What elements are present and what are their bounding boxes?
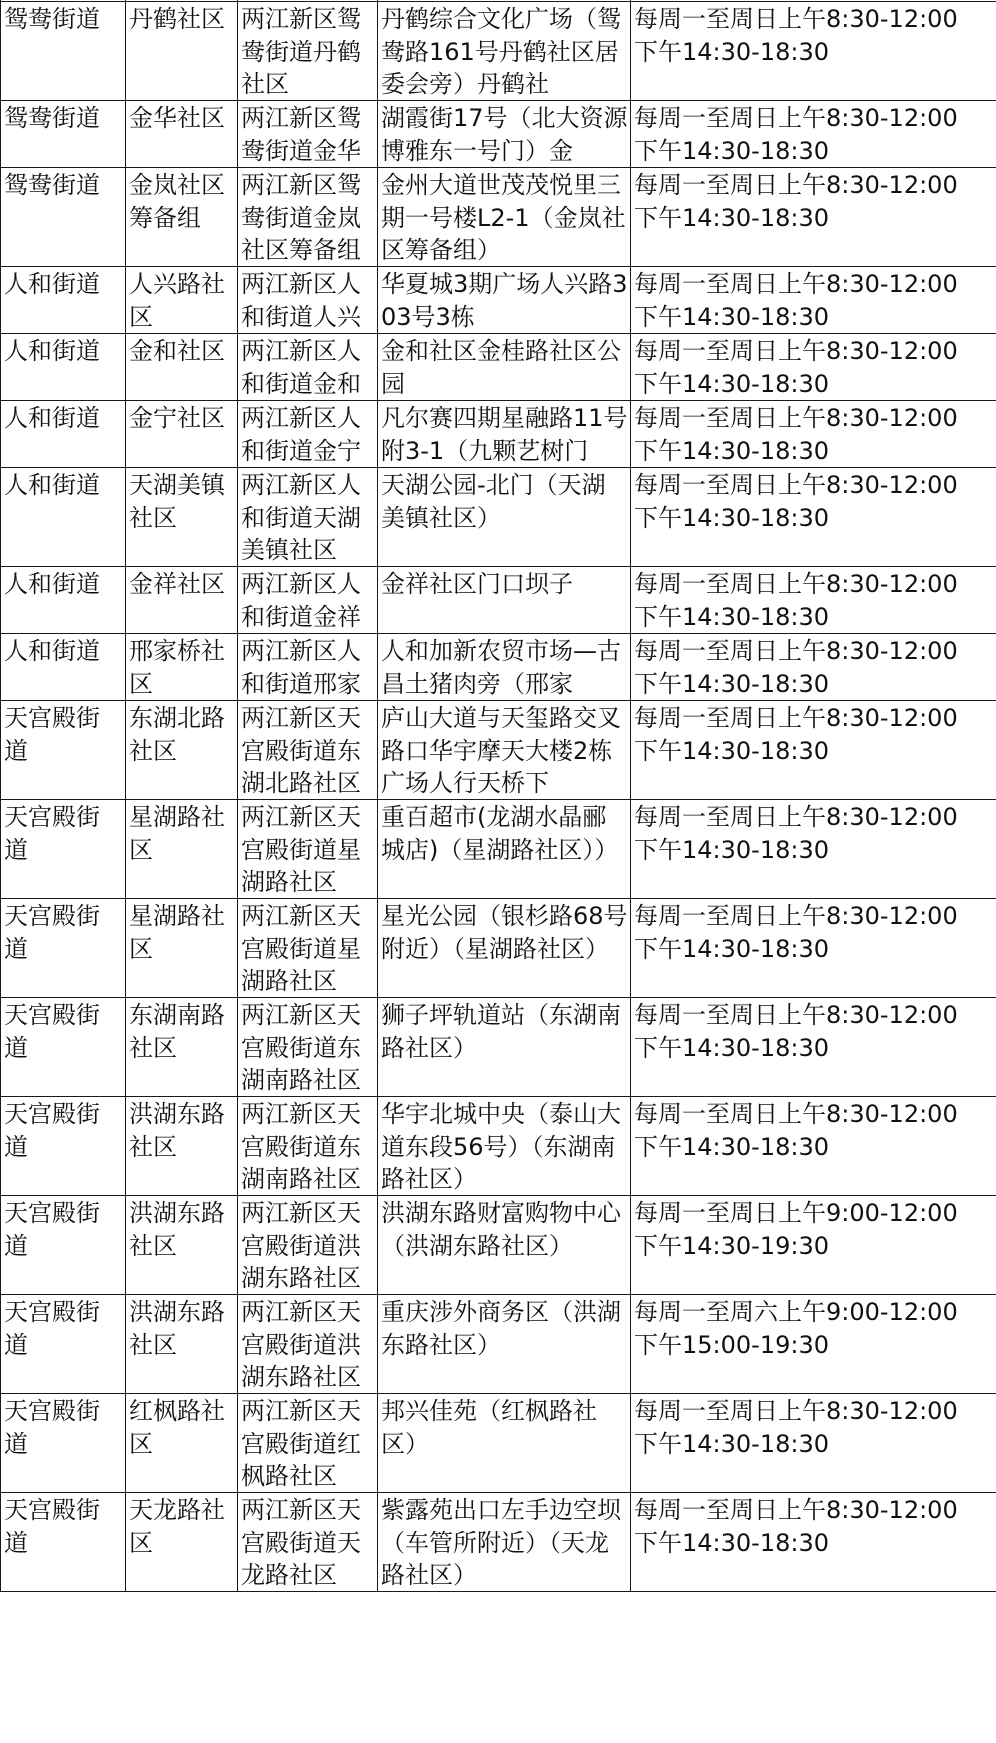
- community-cell-text: 东湖南路社区: [129, 1001, 225, 1062]
- site-cell-text: 紫露苑出口左手边空坝（车管所附近）（天龙路社区）: [381, 1496, 621, 1589]
- hours-cell: [631, 1493, 996, 1592]
- site-cell: [378, 998, 631, 1097]
- community-cell: [126, 468, 238, 567]
- hours-cell: [631, 634, 996, 701]
- street-cell: [1, 800, 126, 899]
- address-cell-text: 两江新区天宫殿街道东湖南路社区: [241, 1100, 361, 1193]
- community-cell: [126, 267, 238, 334]
- street-cell: [1, 2, 126, 101]
- address-cell-text: 两江新区人和街道金祥: [241, 570, 361, 631]
- site-cell-text: 凡尔赛四期星融路11号附3-1（九颗艺树门: [381, 404, 628, 465]
- street-cell-text: 天宫殿街道: [4, 1001, 100, 1062]
- address-cell-text: 两江新区人和街道金和: [241, 337, 361, 398]
- community-cell: [126, 1097, 238, 1196]
- address-cell: [238, 267, 378, 334]
- table-row: [1, 267, 996, 334]
- address-cell: [238, 1196, 378, 1295]
- hours-cell-text: 每周一至周日上午8:30-12:00 下午14:30-18:30: [634, 270, 958, 331]
- street-cell-text: 人和街道: [4, 270, 100, 298]
- hours-cell-text: 每周一至周日上午9:00-12:00 下午14:30-19:30: [634, 1199, 958, 1260]
- site-cell-text: 庐山大道与天玺路交叉路口华宇摩天大楼2栋广场人行天桥下: [381, 704, 621, 797]
- street-cell: [1, 401, 126, 468]
- community-cell: [126, 701, 238, 800]
- street-cell: [1, 468, 126, 567]
- hours-cell: [631, 101, 996, 168]
- street-cell-text: 天宫殿街道: [4, 1397, 100, 1458]
- hours-cell: [631, 1196, 996, 1295]
- community-cell: [126, 998, 238, 1097]
- site-cell-text: 重百超市(龙湖水晶郦城店)（星湖路社区））: [381, 803, 619, 864]
- street-cell-text: 鸳鸯街道: [4, 171, 100, 199]
- hours-cell-text: 每周一至周日上午8:30-12:00 下午14:30-18:30: [634, 171, 958, 232]
- address-cell-text: 两江新区天宫殿街道东湖南路社区: [241, 1001, 361, 1094]
- site-cell-text: 星光公园（银杉路68号附近）（星湖路社区）: [381, 902, 628, 963]
- community-cell-text: 金宁社区: [129, 404, 225, 432]
- site-cell: [378, 800, 631, 899]
- street-cell-text: 天宫殿街道: [4, 1496, 100, 1557]
- address-cell-text: 两江新区人和街道邢家: [241, 637, 361, 698]
- community-cell: [126, 634, 238, 701]
- address-cell: [238, 567, 378, 634]
- address-cell: [238, 998, 378, 1097]
- community-cell-text: 金祥社区: [129, 570, 225, 598]
- street-cell-text: 人和街道: [4, 471, 100, 499]
- community-cell: [126, 101, 238, 168]
- community-cell-text: 人兴路社区: [129, 270, 225, 331]
- street-cell-text: 天宫殿街道: [4, 1100, 100, 1161]
- hours-cell-text: 每周一至周日上午8:30-12:00 下午14:30-18:30: [634, 1100, 958, 1161]
- address-cell: [238, 401, 378, 468]
- hours-cell: [631, 998, 996, 1097]
- site-cell: [378, 468, 631, 567]
- hours-cell: [631, 168, 996, 267]
- hours-cell-text: 每周一至周日上午8:30-12:00 下午14:30-18:30: [634, 570, 958, 631]
- street-cell-text: 天宫殿街道: [4, 803, 100, 864]
- site-cell: [378, 899, 631, 998]
- address-cell: [238, 1097, 378, 1196]
- community-cell: [126, 334, 238, 401]
- hours-cell: [631, 899, 996, 998]
- site-cell: [378, 634, 631, 701]
- street-cell: [1, 1295, 126, 1394]
- table-row: [1, 2, 996, 101]
- site-cell-text: 金和社区金桂路社区公园: [381, 337, 621, 398]
- street-cell: [1, 168, 126, 267]
- table-row: [1, 1295, 996, 1394]
- hours-cell: [631, 334, 996, 401]
- table-row: [1, 567, 996, 634]
- address-cell-text: 两江新区鸳鸯街道金岚社区筹备组: [241, 171, 361, 264]
- table-row: [1, 401, 996, 468]
- community-cell: [126, 401, 238, 468]
- site-cell: [378, 401, 631, 468]
- street-cell: [1, 267, 126, 334]
- hours-cell-text: 每周一至周日上午8:30-12:00 下午14:30-18:30: [634, 471, 958, 532]
- community-cell-text: 天龙路社区: [129, 1496, 225, 1557]
- street-cell: [1, 334, 126, 401]
- community-cell-text: 洪湖东路社区: [129, 1298, 225, 1359]
- community-cell-text: 东湖北路社区: [129, 704, 225, 765]
- hours-cell-text: 每周一至周日上午8:30-12:00 下午14:30-18:30: [634, 1001, 958, 1062]
- table-row: [1, 998, 996, 1097]
- site-cell-text: 华宇北城中央（泰山大道东段56号）（东湖南路社区）: [381, 1100, 621, 1193]
- street-cell: [1, 567, 126, 634]
- address-cell-text: 两江新区人和街道天湖美镇社区: [241, 471, 361, 564]
- street-cell-text: 天宫殿街道: [4, 902, 100, 963]
- address-cell: [238, 634, 378, 701]
- site-cell: [378, 701, 631, 800]
- street-cell-text: 人和街道: [4, 337, 100, 365]
- street-cell: [1, 899, 126, 998]
- hours-cell: [631, 1394, 996, 1493]
- community-cell-text: 金华社区: [129, 104, 225, 132]
- hours-cell-text: 每周一至周日上午8:30-12:00 下午14:30-18:30: [634, 704, 958, 765]
- hours-cell-text: 每周一至周日上午8:30-12:00 下午14:30-18:30: [634, 803, 958, 864]
- address-cell: [238, 701, 378, 800]
- site-cell-text: 华夏城3期广场人兴路303号3栋: [381, 270, 628, 331]
- table-body: [1, 0, 996, 1592]
- hours-cell: [631, 1295, 996, 1394]
- table-row: [1, 1394, 996, 1493]
- site-cell: [378, 168, 631, 267]
- address-cell: [238, 800, 378, 899]
- address-cell-text: 两江新区人和街道人兴: [241, 270, 361, 331]
- address-cell: [238, 899, 378, 998]
- hours-cell: [631, 701, 996, 800]
- hours-cell: [631, 567, 996, 634]
- street-cell: [1, 634, 126, 701]
- address-cell: [238, 334, 378, 401]
- site-cell: [378, 267, 631, 334]
- hours-cell-text: 每周一至周日上午8:30-12:00 下午14:30-18:30: [634, 1397, 958, 1458]
- table-row: [1, 1196, 996, 1295]
- address-cell-text: 两江新区天宫殿街道东湖北路社区: [241, 704, 361, 797]
- site-cell-text: 天湖公园-北门（天湖美镇社区）: [381, 471, 606, 532]
- community-cell: [126, 168, 238, 267]
- street-cell: [1, 1097, 126, 1196]
- hours-cell-text: 每周一至周日上午8:30-12:00 下午14:30-18:30: [634, 637, 958, 698]
- site-cell: [378, 101, 631, 168]
- address-cell-text: 两江新区鸳鸯街道丹鹤社区: [241, 5, 361, 98]
- site-cell-text: 重庆涉外商务区（洪湖东路社区）: [381, 1298, 621, 1359]
- site-cell: [378, 1394, 631, 1493]
- hours-cell-text: 每周一至周六上午9:00-12:00 下午15:00-19:30: [634, 1298, 958, 1359]
- community-cell: [126, 1394, 238, 1493]
- table-row: [1, 800, 996, 899]
- site-cell-text: 湖霞街17号（北大资源博雅东一号门）金: [381, 104, 628, 165]
- table-row: [1, 334, 996, 401]
- hours-cell-text: 每周一至周日上午8:30-12:00 下午14:30-18:30: [634, 404, 958, 465]
- address-cell-text: 两江新区天宫殿街道天龙路社区: [241, 1496, 361, 1589]
- address-cell-text: 两江新区天宫殿街道红枫路社区: [241, 1397, 361, 1490]
- street-cell-text: 天宫殿街道: [4, 704, 100, 765]
- community-cell-text: 星湖路社区: [129, 803, 225, 864]
- address-cell: [238, 468, 378, 567]
- address-cell: [238, 1394, 378, 1493]
- community-cell: [126, 1196, 238, 1295]
- table-row: [1, 1097, 996, 1196]
- community-cell: [126, 1493, 238, 1592]
- site-cell: [378, 334, 631, 401]
- table-row: [1, 168, 996, 267]
- street-cell: [1, 1493, 126, 1592]
- address-cell-text: 两江新区鸳鸯街道金华: [241, 104, 361, 165]
- table-row: [1, 634, 996, 701]
- street-cell-text: 鸳鸯街道: [4, 5, 100, 33]
- community-cell: [126, 2, 238, 101]
- community-cell-text: 丹鹤社区: [129, 5, 225, 33]
- community-cell: [126, 800, 238, 899]
- community-cell-text: 星湖路社区: [129, 902, 225, 963]
- table-row: [1, 1493, 996, 1592]
- site-cell: [378, 1493, 631, 1592]
- street-cell: [1, 1394, 126, 1493]
- site-cell-text: 邦兴佳苑（红枫路社区）: [381, 1397, 597, 1458]
- street-cell: [1, 701, 126, 800]
- table-row: [1, 101, 996, 168]
- address-cell: [238, 101, 378, 168]
- hours-cell: [631, 1097, 996, 1196]
- community-cell: [126, 899, 238, 998]
- site-cell-text: 金祥社区门口坝子: [381, 570, 573, 598]
- street-cell-text: 人和街道: [4, 404, 100, 432]
- hours-cell: [631, 401, 996, 468]
- hours-cell: [631, 468, 996, 567]
- table-row: [1, 468, 996, 567]
- hours-cell-text: 每周一至周日上午8:30-12:00 下午14:30-18:30: [634, 902, 958, 963]
- address-cell: [238, 168, 378, 267]
- hours-cell-text: 每周一至周日上午8:30-12:00 下午14:30-18:30: [634, 5, 958, 66]
- site-cell: [378, 1097, 631, 1196]
- hours-cell-text: 每周一至周日上午8:30-12:00 下午14:30-18:30: [634, 104, 958, 165]
- community-cell-text: 金岚社区筹备组: [129, 171, 225, 232]
- address-cell-text: 两江新区天宫殿街道星湖路社区: [241, 803, 361, 896]
- community-cell-text: 邢家桥社区: [129, 637, 225, 698]
- address-cell-text: 两江新区天宫殿街道洪湖东路社区: [241, 1199, 361, 1292]
- site-cell: [378, 567, 631, 634]
- street-cell-text: 人和街道: [4, 570, 100, 598]
- hours-cell-text: 每周一至周日上午8:30-12:00 下午14:30-18:30: [634, 337, 958, 398]
- address-cell-text: 两江新区天宫殿街道洪湖东路社区: [241, 1298, 361, 1391]
- street-cell-text: 鸳鸯街道: [4, 104, 100, 132]
- site-cell: [378, 1196, 631, 1295]
- street-cell-text: 天宫殿街道: [4, 1298, 100, 1359]
- table-row: [1, 701, 996, 800]
- site-cell-text: 丹鹤综合文化广场（鸳鸯路161号丹鹤社区居委会旁）丹鹤社: [381, 5, 621, 98]
- address-cell: [238, 1493, 378, 1592]
- address-cell-text: 两江新区天宫殿街道星湖路社区: [241, 902, 361, 995]
- hours-cell: [631, 800, 996, 899]
- street-cell: [1, 998, 126, 1097]
- hours-cell: [631, 267, 996, 334]
- street-cell-text: 天宫殿街道: [4, 1199, 100, 1260]
- site-cell-text: 狮子坪轨道站（东湖南路社区）: [381, 1001, 621, 1062]
- community-cell-text: 红枫路社区: [129, 1397, 225, 1458]
- address-cell-text: 两江新区人和街道金宁: [241, 404, 361, 465]
- hours-cell-text: 每周一至周日上午8:30-12:00 下午14:30-18:30: [634, 1496, 958, 1557]
- community-cell-text: 洪湖东路社区: [129, 1100, 225, 1161]
- street-cell-text: 人和街道: [4, 637, 100, 665]
- community-cell-text: 洪湖东路社区: [129, 1199, 225, 1260]
- hours-cell: [631, 2, 996, 101]
- site-cell-text: 人和加新农贸市场—古昌土猪肉旁（邢家: [381, 637, 621, 698]
- table-row: [1, 899, 996, 998]
- site-cell: [378, 1295, 631, 1394]
- street-cell: [1, 1196, 126, 1295]
- community-cell-text: 金和社区: [129, 337, 225, 365]
- community-cell: [126, 567, 238, 634]
- site-cell: [378, 2, 631, 101]
- community-cell-text: 天湖美镇社区: [129, 471, 225, 532]
- address-cell: [238, 2, 378, 101]
- address-cell: [238, 1295, 378, 1394]
- site-cell-text: 金州大道世茂茂悦里三期一号楼L2-1（金岚社区筹备组）: [381, 171, 626, 264]
- street-cell: [1, 101, 126, 168]
- community-cell: [126, 1295, 238, 1394]
- site-cell-text: 洪湖东路财富购物中心（洪湖东路社区）: [381, 1199, 621, 1260]
